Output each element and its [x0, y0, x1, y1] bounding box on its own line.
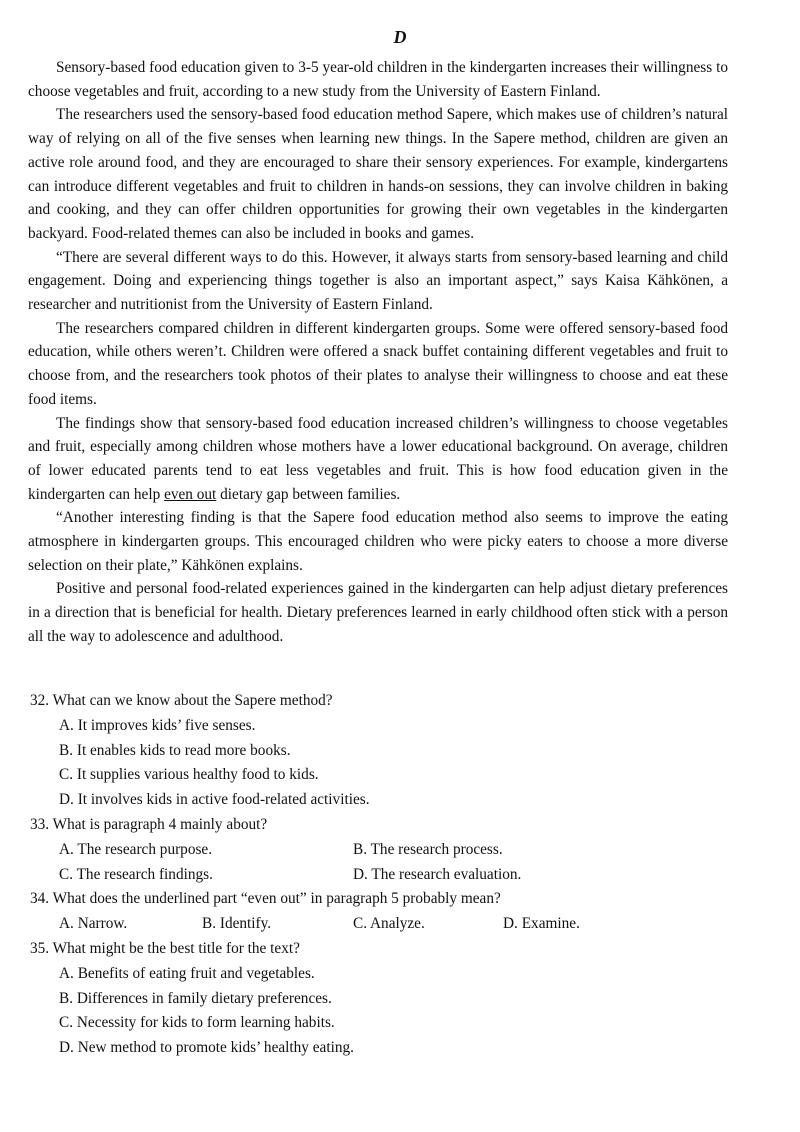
- question-stem: 32. What can we know about the Sapere method?: [30, 692, 333, 709]
- paragraph-6: “Another interesting finding is that the Sapere food education method also seems to improve the eating atmosphere in kindergarten groups. This encouraged children who were picky eaters to choose a more diverse selection on their plate,” Kähkönen explains.: [28, 509, 728, 574]
- question-33: [30, 813, 650, 887]
- option-a: A. Narrow.: [59, 915, 128, 933]
- question-stem: 35. What might be the best title for the text?: [30, 939, 300, 957]
- option-row: [30, 838, 650, 863]
- option-d: D. It involves kids in active food-related activities.: [59, 791, 370, 809]
- section-letter: D: [393, 27, 407, 47]
- option-b: B. It enables kids to read more books.: [59, 741, 291, 759]
- question-32: [30, 689, 650, 813]
- paragraph-4: The researchers compared children in different kindergarten groups. Some were offered sensory-based food education, while others weren’t. Children were offered a snack buffet containing different vegetables and fruit to choose from, and the researchers took photos of their plates to analyse their willingness to choose and eat these food items.: [28, 319, 728, 408]
- option-row: [30, 863, 650, 888]
- option-b: B. The research process.: [353, 840, 503, 858]
- underlined-phrase: even out: [164, 485, 217, 503]
- option-a: A. Benefits of eating fruit and vegetables.: [59, 964, 315, 982]
- paragraph-1: Sensory-based food education given to 3-5 year-old children in the kindergarten increases their willingness to choose vegetables and fruit, according to a new study from the University of Eastern Finland.: [28, 59, 728, 100]
- question-stem: 34. What does the underlined part “even out” in paragraph 5 probably mean?: [30, 890, 501, 908]
- option-c: C. Analyze.: [353, 915, 425, 933]
- option-d: D. Examine.: [503, 915, 580, 933]
- paragraph-5-text-before: The findings show that sensory-based food education increased children’s willingness to choose vegetables and fruit, especially among children whose mothers have a lower educational background. On average, children of lower educated parents tend to eat less vegetables and fruit. This is how food education given in the kindergarten can help: [28, 414, 728, 503]
- paragraph-3: “There are several different ways to do this. However, it always starts from sensory-based learning and child engagement. Doing and experiencing things together is also an important aspect,” says Kaisa Kähkönen, a researcher and nutritionist from the University of Eastern Finland.: [28, 248, 728, 314]
- paragraph-5-text-after: dietary gap between families.: [216, 485, 401, 503]
- option-b: B. Differences in family dietary preferences.: [59, 989, 332, 1007]
- option-d: D. New method to promote kids’ healthy eating.: [59, 1039, 354, 1057]
- paragraph-2: The researchers used the sensory-based food education method Sapere, which makes use of children’s natural way of relying on all of the five senses when learning new things. In the Sapere method, children are given an active role around food, and they are encouraged to share their sensory experiences. For example, kindergartens can introduce different vegetables and fruit to children in hands-on sessions, they can involve children in baking and cooking, and they can offer children opportunities for growing their own vegetables in the kindergarten backyard. Food-related themes can also be included in books and games.: [28, 106, 728, 242]
- option-b: B. Identify.: [202, 915, 272, 933]
- question-34: [30, 887, 650, 937]
- question-list: [30, 689, 650, 1061]
- option-a: A. It improves kids’ five senses.: [59, 716, 256, 734]
- paragraph-5: [28, 412, 728, 507]
- reading-passage: [28, 56, 728, 649]
- option-c: C. Necessity for kids to form learning habits.: [59, 1014, 335, 1032]
- option-row: [30, 912, 650, 937]
- paragraph-7: Positive and personal food-related experiences gained in the kindergarten can help adjust dietary preferences in a direction that is beneficial for health. Dietary preferences learned in early childhood often stick with a person all the way to adolescence and adulthood.: [28, 580, 728, 645]
- option-c: C. It supplies various healthy food to kids.: [59, 766, 319, 784]
- question-stem: 33. What is paragraph 4 mainly about?: [30, 815, 268, 833]
- option-c: C. The research findings.: [59, 865, 213, 883]
- option-a: A. The research purpose.: [59, 840, 213, 858]
- option-d: D. The research evaluation.: [353, 865, 522, 883]
- question-35: [30, 937, 650, 1061]
